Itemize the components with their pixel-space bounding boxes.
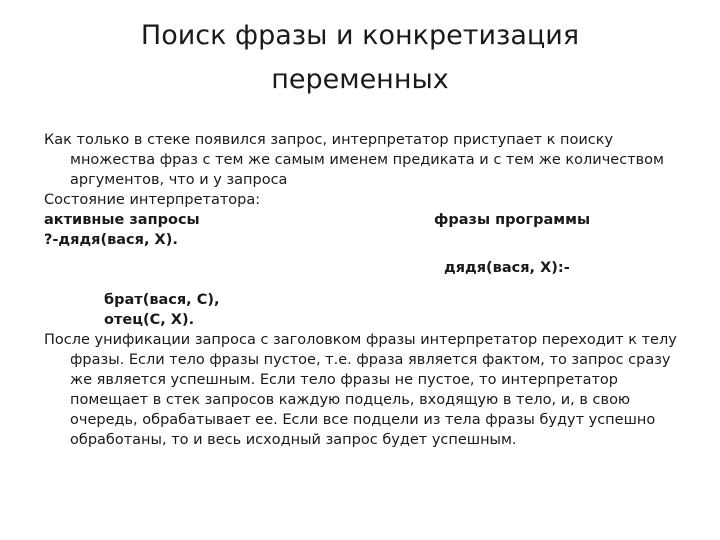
- active-queries-header: активные запросы: [44, 212, 200, 228]
- query-row: [44, 230, 694, 250]
- clause-body-goal-1: брат(вася, С),: [104, 292, 220, 308]
- paragraph-unification: После унификации запроса с заголовком фразы интерпретатор переходит к телу фразы. Если тело фразы пустое, т.е. фраза является фактом, то запрос сразу же является успешным. Если тело фразы не пустое, то интерпретатор помещает в стек запросов каждую подцель, входящую в тело, и, в свою очередь, обрабатывает ее. Если все подцели из тела фразы будут успешно обработаны, то и весь исходный запрос будет успешным.: [44, 332, 677, 448]
- slide-body: [44, 130, 694, 450]
- slide-title: [60, 14, 660, 102]
- program-clauses-header: фразы программы: [434, 212, 591, 228]
- spacer: [44, 278, 694, 290]
- state-headers-row: [44, 210, 694, 230]
- title-line-1: Поиск фразы и конкретизация: [140, 20, 580, 51]
- clause-head: дядя(вася, Х):-: [444, 260, 570, 276]
- clause-body-goal-2: отец(С, Х).: [104, 312, 195, 328]
- paragraph-search: Как только в стеке появился запрос, интерпретатор приступает к поиску множества фраз с тем же самым именем предиката и с тем же количеством аргументов, что и у запроса: [44, 132, 664, 188]
- active-query: ?-дядя(вася, Х).: [44, 232, 178, 248]
- paragraph-interpreter-state: Состояние интерпретатора:: [44, 192, 261, 208]
- title-line-2: переменных: [271, 64, 449, 95]
